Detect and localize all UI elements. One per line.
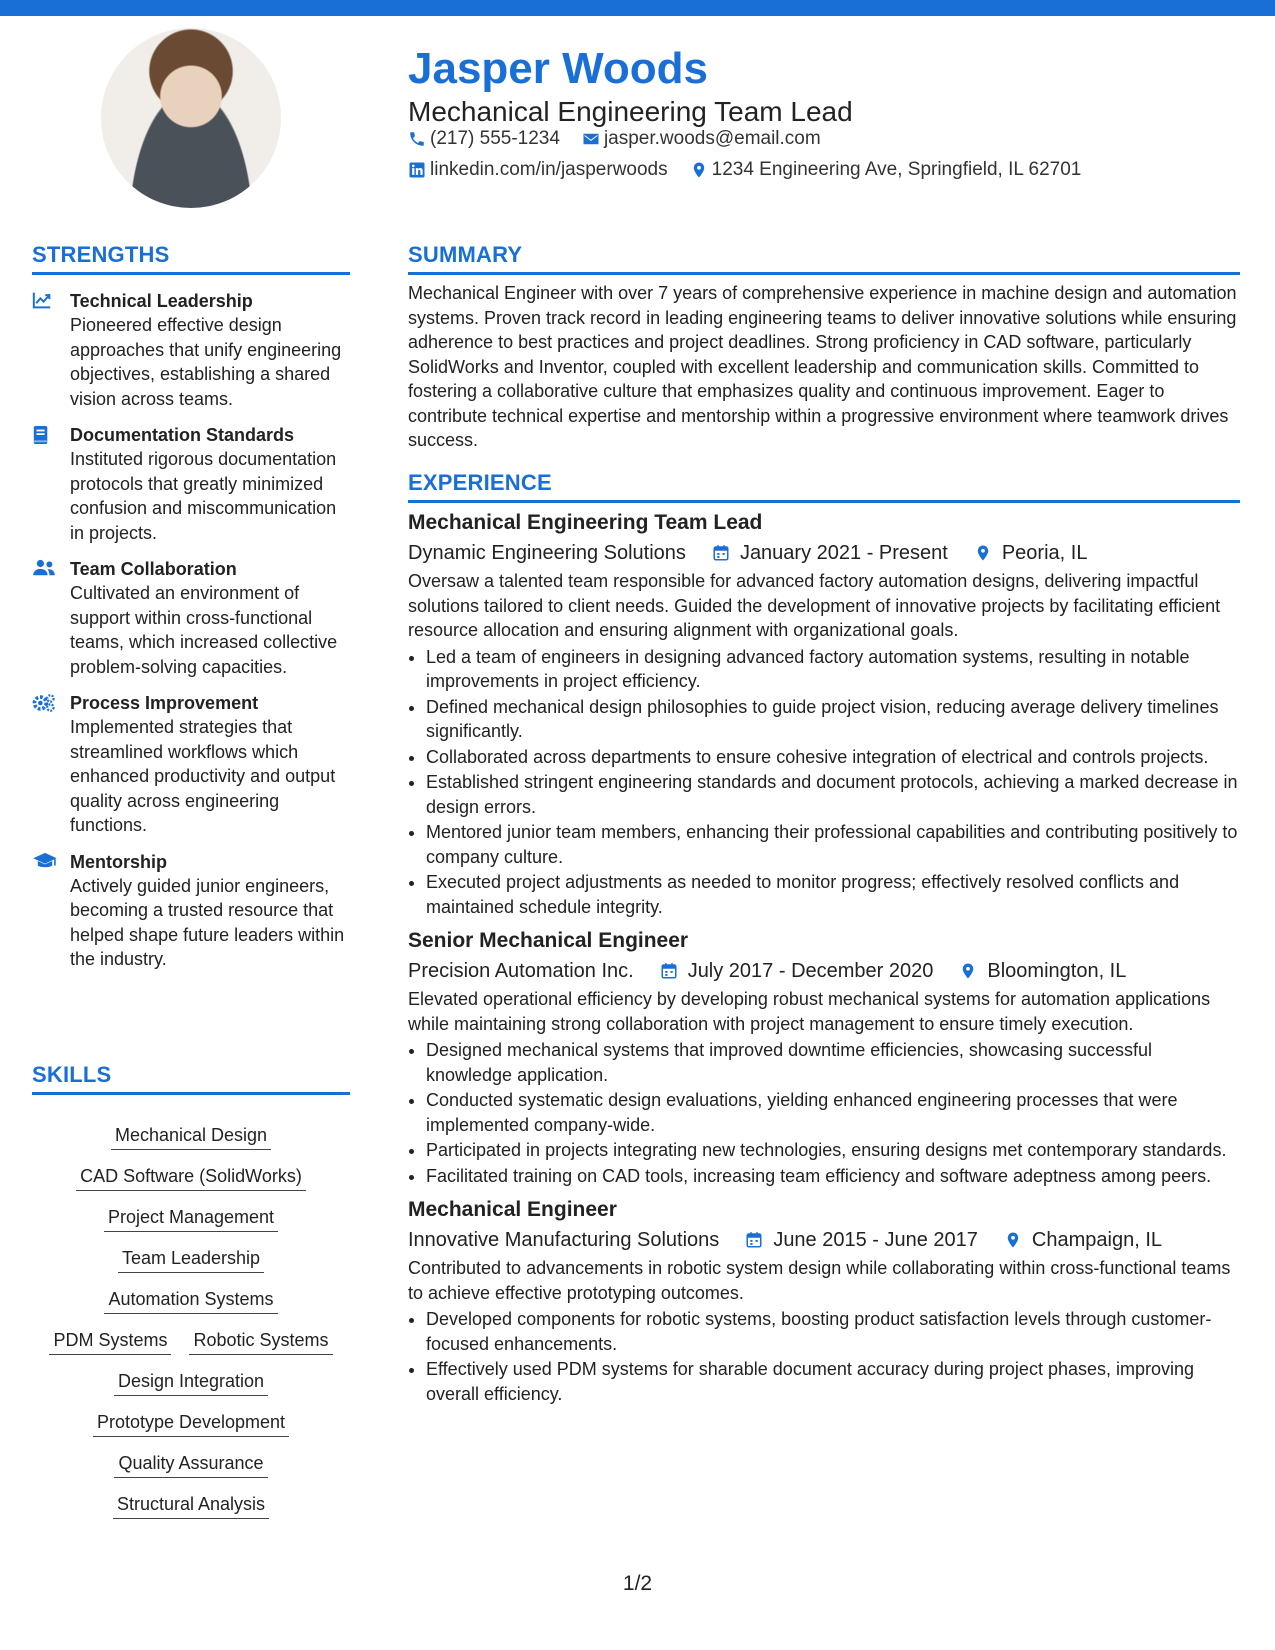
calendar-icon [660, 962, 678, 980]
page-number: 1/2 [622, 1572, 653, 1595]
bullet-item: • Facilitated training on CAD tools, increasing team efficiency and software adeptness among peers. [426, 1164, 1240, 1189]
strength-desc: Pioneered effective design approaches that unify engineering objectives, establishing a shared vision across teams. [70, 315, 342, 409]
profile-photo [101, 28, 281, 208]
job-location: Champaign, IL [1031, 1229, 1162, 1251]
envelope-icon [582, 130, 600, 148]
skill-tag: PDM Systems [49, 1329, 171, 1355]
address-text: 1234 Engineering Ave, Springfield, IL 62701 [711, 159, 1082, 180]
contact-address [690, 159, 1082, 181]
job-title: Mechanical Engineering Team Lead [408, 511, 763, 534]
skill-tag: Robotic Systems [189, 1329, 332, 1355]
email-text: jasper.woods@email.com [603, 128, 821, 149]
map-pin-icon [1004, 1231, 1022, 1249]
skill-row [32, 1370, 350, 1396]
job-meta [408, 1224, 1240, 1256]
map-pin-icon [690, 161, 708, 179]
skills-section [32, 1062, 350, 1519]
strengths-heading: STRENGTHS [32, 242, 350, 275]
skill-tag: Quality Assurance [114, 1452, 267, 1478]
job-entry [408, 1196, 1240, 1406]
skill-row [32, 1493, 350, 1519]
strength-item [32, 557, 350, 679]
skill-row [32, 1329, 350, 1355]
contact-row-1 [408, 128, 821, 150]
strength-item [32, 289, 350, 411]
job-location: Bloomington, IL [987, 960, 1127, 982]
strength-desc: Cultivated an environment of support within cross-functional teams, which increased collective problem-solving capacities. [70, 583, 338, 677]
map-pin-icon [974, 544, 992, 562]
job-location: Peoria, IL [1001, 542, 1088, 564]
users-icon [32, 559, 56, 577]
skill-row [32, 1247, 350, 1273]
strength-desc: Instituted rigorous documentation protocols that greatly minimized confusion and miscommunication in projects. [70, 449, 337, 543]
bullet-item: • Developed components for robotic systems, boosting product satisfaction levels through customer-focused enhancements. [426, 1307, 1240, 1356]
bullet-item: • Defined mechanical design philosophies to guide project vision, reducing average delivery timelines significantly. [426, 695, 1240, 744]
bullet-item: • Effectively used PDM systems for sharable document accuracy during project phases, improving overall efficiency. [426, 1357, 1240, 1406]
job-bullets [408, 645, 1240, 920]
bullet-item: • Participated in projects integrating new technologies, ensuring designs met contemporary standards. [426, 1138, 1240, 1163]
bullet-item: • Established stringent engineering standards and document protocols, achieving a marked decrease in design errors. [426, 770, 1240, 819]
strength-desc: Actively guided junior engineers, becoming a trusted resource that helped shape future leaders within the industry. [70, 875, 345, 969]
strengths-section [32, 242, 350, 972]
strength-title: Technical Leadership [70, 291, 253, 311]
linkedin-icon [408, 161, 426, 179]
phone-icon [408, 130, 426, 148]
book-icon [32, 425, 50, 445]
strength-title: Mentorship [70, 851, 167, 872]
calendar-icon [712, 544, 730, 562]
skill-row [32, 1206, 350, 1232]
contact-phone[interactable] [408, 128, 560, 150]
skill-tag: Mechanical Design [111, 1124, 271, 1150]
job-headline: Mechanical Engineering Team Lead [408, 96, 853, 127]
linkedin-text: linkedin.com/in/jasperwoods [430, 159, 668, 180]
skill-row [32, 1452, 350, 1478]
chart-line-icon [32, 291, 52, 309]
strength-item [32, 691, 350, 838]
job-meta [408, 537, 1240, 569]
calendar-icon [745, 1231, 763, 1249]
job-description: Contributed to advancements in robotic system design while collaborating within cross-functional teams to achieve effective prototyping outcomes. [408, 1258, 1231, 1303]
bullet-item: • Designed mechanical systems that improved downtime efficiencies, showcasing successful knowledge application. [426, 1038, 1240, 1087]
skill-row [32, 1124, 350, 1150]
skill-tag: Automation Systems [104, 1288, 277, 1314]
strength-item [32, 423, 350, 545]
map-pin-icon [959, 962, 977, 980]
skill-tag: Design Integration [114, 1370, 268, 1396]
job-meta [408, 955, 1240, 987]
job-title: Mechanical Engineer [408, 1198, 617, 1221]
strength-item [32, 850, 350, 972]
job-entry [408, 509, 1240, 919]
skill-tag: CAD Software (SolidWorks) [76, 1165, 306, 1191]
bullet-item: • Mentored junior team members, enhancing their professional capabilities and contributing positively to company culture. [426, 820, 1240, 869]
skill-tag: Prototype Development [93, 1411, 289, 1437]
skills-heading: SKILLS [32, 1062, 350, 1095]
bullet-item: • Led a team of engineers in designing advanced factory automation systems, resulting in notable improvements in project efficiency. [426, 645, 1240, 694]
bullet-item: • Conducted systematic design evaluations, yielding enhanced engineering processes that were implemented company-wide. [426, 1088, 1240, 1137]
job-company: Innovative Manufacturing Solutions [408, 1229, 720, 1251]
strength-title: Documentation Standards [70, 425, 295, 445]
job-dates: July 2017 - December 2020 [687, 960, 934, 982]
contact-linkedin[interactable] [408, 159, 668, 181]
job-bullets [408, 1038, 1240, 1188]
job-company: Dynamic Engineering Solutions [408, 542, 686, 564]
bullet-item: • Executed project adjustments as needed to monitor progress; effectively resolved conflicts and maintained schedule integrity. [426, 870, 1240, 919]
job-dates: June 2015 - June 2017 [773, 1229, 978, 1251]
job-bullets [408, 1307, 1240, 1406]
contact-row-2 [408, 159, 1081, 181]
job-company: Precision Automation Inc. [408, 960, 634, 982]
experience-heading: EXPERIENCE [408, 470, 1240, 503]
skill-row [32, 1165, 350, 1191]
skill-tag: Structural Analysis [113, 1493, 269, 1519]
skill-tag: Team Leadership [118, 1247, 264, 1273]
skill-row [32, 1411, 350, 1437]
strength-title: Team Collaboration [70, 559, 237, 579]
graduation-cap-icon [32, 852, 58, 870]
strength-desc: Implemented strategies that streamlined workflows which enhanced productivity and output quality across engineering functions. [70, 717, 336, 835]
experience-section [408, 470, 1240, 1407]
strength-title: Process Improvement [70, 693, 259, 713]
phone-text: (217) 555-1234 [430, 128, 560, 149]
contact-email[interactable] [582, 128, 821, 150]
skill-row [32, 1288, 350, 1314]
summary-text: Mechanical Engineer with over 7 years of comprehensive experience in machine design and automation systems. Proven track record in leading engineering teams to deliver innovative solutions while ensuring adherence to best practices and project deadlines. Strong proficiency in CAD software, particularly SolidWorks and Inventor, coupled with excellent leadership and communication skills. Committed to fostering a collaborative culture that emphasizes quality and continuous improvement. Eager to contribute technical expertise and mentorship within a progressive environment where teamwork drives success. [408, 283, 1237, 450]
job-entry [408, 927, 1240, 1188]
job-title: Senior Mechanical Engineer [408, 929, 689, 952]
summary-heading: SUMMARY [408, 242, 1240, 275]
summary-section [408, 242, 1240, 453]
candidate-name: Jasper Woods [408, 44, 708, 93]
job-dates: January 2021 - Present [739, 542, 948, 564]
job-description: Elevated operational efficiency by developing robust mechanical systems for automation applications while maintaining strong collaboration with project management to ensure timely execution. [408, 989, 1211, 1034]
gears-icon [32, 693, 56, 713]
bullet-item: • Collaborated across departments to ensure cohesive integration of electrical and controls projects. [426, 745, 1240, 770]
skill-tag: Project Management [104, 1206, 278, 1232]
job-description: Oversaw a talented team responsible for advanced factory automation designs, delivering impactful solutions tailored to client needs. Guided the development of innovative projects by facilitating efficient resource allocation and ensuring alignment with organizational goals. [408, 571, 1221, 640]
top-accent-bar [0, 0, 1275, 16]
